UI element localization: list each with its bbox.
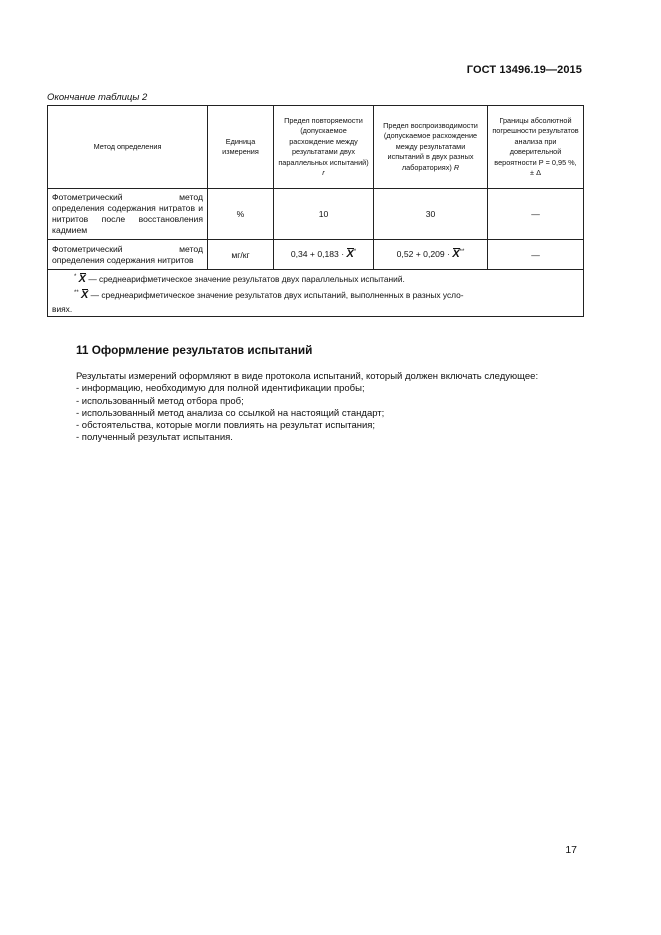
list-item: - использованный метод анализа со ссылкой на настоящий стандарт; — [76, 407, 385, 419]
list-item: - полученный результат испытания. — [76, 432, 233, 444]
footnote-mark: ** — [459, 249, 465, 255]
mean-x-symbol: X — [346, 248, 354, 260]
column-header-unit: Единица измерения — [208, 106, 274, 189]
footnote-1-mark: * — [74, 274, 77, 280]
list-item: - информацию, необходимую для полной идентификации пробы; — [76, 383, 365, 395]
unit-cell: мг/кг — [208, 240, 274, 270]
unit-cell: % — [208, 189, 274, 240]
section-intro: Результаты измерений оформляют в виде протокола испытаний, который должен включать следующее: — [76, 371, 539, 382]
method-cell: Фотометрический метод определения содержания нитритов — [48, 240, 208, 270]
reproducibility-cell — [374, 240, 488, 270]
repeatability-cell: 10 — [274, 189, 374, 240]
repeatability-symbol: r — [322, 168, 325, 177]
repeatability-cell — [274, 240, 374, 270]
table-caption: Окончание таблицы 2 — [47, 92, 148, 103]
footnote-2-text: — среднеарифметическое значение результатов двух испытаний, выполненных в разных усло- — [88, 290, 464, 300]
reproducibility-formula: 0,52 + 0,209 · — [396, 249, 453, 259]
table-notes-row — [48, 270, 584, 317]
bounds-cell: — — [488, 189, 584, 240]
column-header-bounds — [488, 106, 584, 189]
mean-x-symbol: X — [452, 248, 460, 260]
footnote-mark: * — [353, 249, 357, 255]
column-header-repeatability — [274, 106, 374, 189]
footnote-1-text: — среднеарифметическое значение результатов двух параллельных испытаний. — [86, 274, 405, 284]
table-row — [48, 189, 584, 240]
bounds-probability: Р = 0,95 %, ± Δ — [530, 157, 577, 177]
reproducibility-header-text: Предел воспроизводимости (допускаемое расхождение между результатами испытаний в двух разных лабораториях) — [383, 120, 478, 172]
column-header-reproducibility — [374, 106, 488, 189]
footnote-2-mark: ** — [74, 290, 79, 296]
standard-code: ГОСТ 13496.19—2015 — [466, 64, 582, 76]
column-header-method: Метод определения — [48, 106, 208, 189]
repeatability-formula: 0,34 + 0,183 · — [290, 249, 347, 259]
footnote-1 — [52, 270, 579, 286]
reproducibility-symbol: R — [453, 162, 460, 172]
reproducibility-cell: 30 — [374, 189, 488, 240]
repeatability-header-text: Предел повторяемости (допускаемое расхождение между результатами двух параллельных испытаний) — [278, 115, 369, 167]
mean-x-symbol: X — [81, 289, 89, 301]
mean-x-symbol: X — [78, 273, 87, 285]
list-item: - использованный метод отбора проб; — [76, 395, 244, 407]
table-row — [48, 240, 584, 270]
section-body — [60, 371, 580, 445]
bounds-header-text: Границы абсолютной погрешности результатов анализа при доверительной вероятности — [492, 115, 579, 167]
footnote-2-continuation: виях. — [52, 304, 73, 314]
table-notes — [48, 270, 584, 317]
section-title: 11 Оформление результатов испытаний — [76, 343, 313, 357]
table-header-row — [48, 106, 584, 189]
results-table — [47, 105, 584, 317]
requirements-list — [60, 383, 580, 444]
footnote-2 — [52, 286, 579, 302]
method-cell: Фотометрический метод определения содержания нитратов и нитритов после восстановления кадмием — [48, 189, 208, 240]
bounds-cell: — — [488, 240, 584, 270]
list-item: - обстоятельства, которые могли повлиять на результат испытания; — [76, 420, 376, 432]
page-number: 17 — [565, 844, 577, 856]
